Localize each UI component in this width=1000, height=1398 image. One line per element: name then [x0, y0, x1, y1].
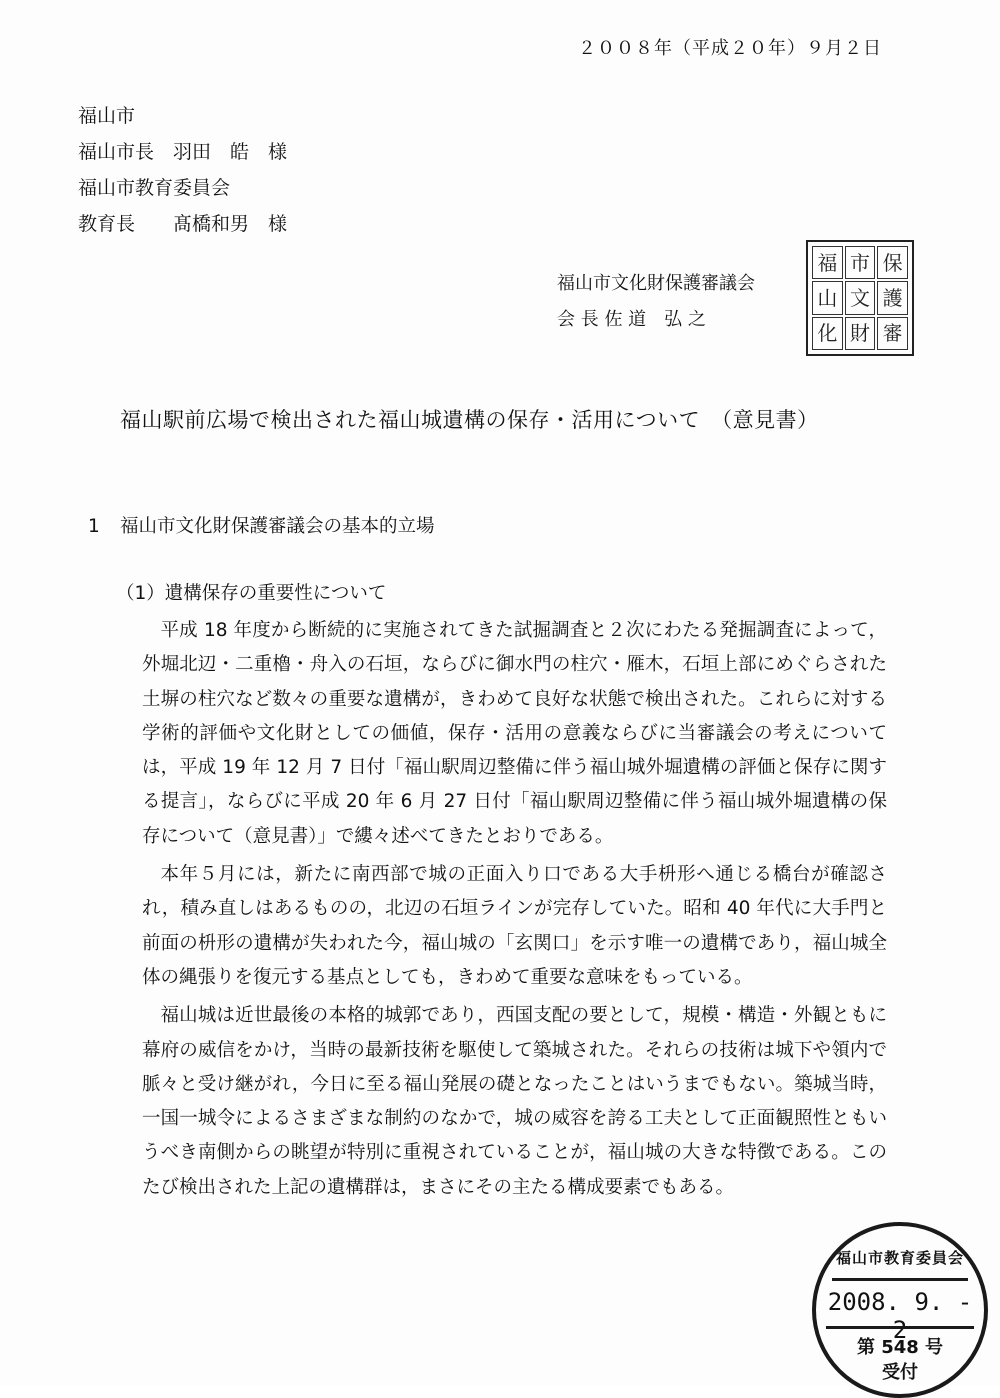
sender-chair: 会 長 佐 道 弘 之 [557, 309, 706, 330]
stamp-received: 受付 [882, 1362, 918, 1383]
seal-char: 福 [812, 246, 843, 279]
section-title: 福山市文化財保護審議会の基本的立場 [120, 516, 435, 537]
stamp-organization: 福山市教育委員会 [832, 1238, 968, 1281]
paragraph: 本年５月には，新たに南西部で城の正面入り口である大手枡形へ通じる橋台が確認され，積み直しはあるものの，北辺の石垣ラインが完存していた。昭和 40 年代に大手門と前面の枡形の遺構が失われた今，福山城の「玄関口」を示す唯一の遺構であり，福山城全体の縄張りを復元する基点としても，きわめて重要な意味をもっている。 [142, 864, 887, 988]
body-text [142, 614, 887, 1209]
seal-char: 護 [877, 281, 908, 314]
seal-char: 山 [812, 281, 843, 314]
received-stamp [812, 1222, 988, 1398]
seal-char: 審 [877, 317, 908, 350]
document-date: ２００８年（平成２０年）９月２日 [578, 38, 882, 59]
recipient-line: 福山市 [78, 105, 136, 127]
recipient-line: 教育長 髙橋和男 様 [78, 213, 288, 235]
recipients-block [78, 98, 287, 242]
seal-char: 化 [812, 317, 843, 350]
sender-organization: 福山市文化財保護審議会 [557, 273, 755, 294]
paragraph: 福山城は近世最後の本格的城郭であり，西国支配の要として，規模・構造・外観ともに幕府の威信をかけ，当時の最新技術を駆使して築城された。それらの技術は城下や領内で脈々と受け継がれ，今日に至る福山発展の礎となったことはいうまでもない。築城当時，一国一城令によるさまざまな制約のなかで，城の威容を誇る工夫として正面観照性ともいうべき南側からの眺望が特別に重視されていることが，福山城の大きな特徴である。このたび検出された上記の遺構群は，まさにその主たる構成要素でもある。 [142, 1005, 887, 1198]
stamp-number: 第 548 号 [826, 1326, 974, 1359]
sender-block [557, 266, 755, 338]
seal-char: 文 [845, 281, 876, 314]
section-heading [88, 512, 435, 538]
document-title: 福山駅前広場で検出された福山城遺構の保存・活用について （意見書） [120, 408, 819, 432]
seal-char: 財 [845, 317, 876, 350]
stamp-date: 2008. 9. - 2 [827, 1288, 973, 1344]
seal-char: 保 [877, 246, 908, 279]
section-number: 1 [88, 516, 100, 537]
paragraph: 平成 18 年度から断続的に実施されてきた試掘調査と２次にわたる発掘調査によって，外堀北辺・二重櫓・舟入の石垣，ならびに御水門の柱穴・雁木，石垣上部にめぐらされた土塀の柱穴など数々の重要な遺構が，きわめて良好な状態で検出された。これらに対する学術的評価や文化財としての価値，保存・活用の意義ならびに当審議会の考えについては，平成 19 年 12 月 7 日付「福山駅周辺整備に伴う福山城外堀遺構の評価と保存に関する提言」，ならびに平成 20 年 6 月 27 日付「福山駅周辺整備に伴う福山城外堀遺構の保存について（意見書）」で縷々述べてきたとおりである。 [142, 620, 887, 847]
recipient-line: 福山市教育委員会 [78, 177, 231, 199]
recipient-line: 福山市長 羽田 皓 様 [78, 141, 288, 163]
seal-char: 市 [845, 246, 876, 279]
subsection-heading: （1）遺構保存の重要性について [116, 583, 387, 604]
official-seal [806, 240, 914, 356]
